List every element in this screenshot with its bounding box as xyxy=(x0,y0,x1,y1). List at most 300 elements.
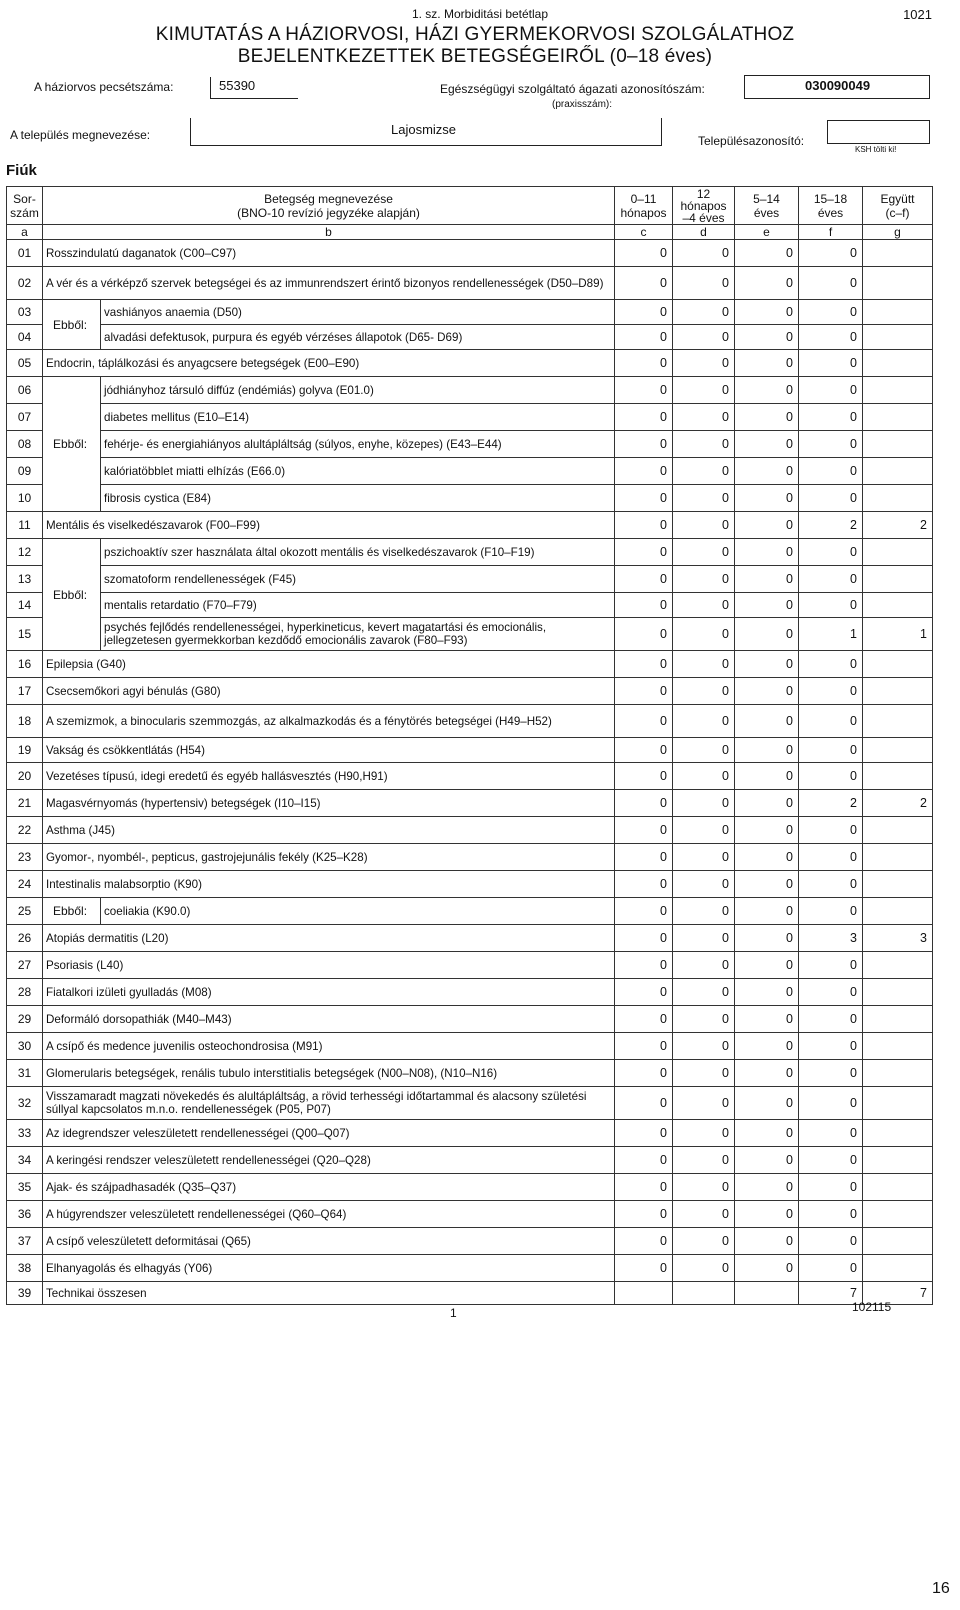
col-d-header: 12 hónapos –4 éves xyxy=(673,187,735,225)
cell-d[interactable]: 0 xyxy=(673,485,735,512)
provider-id-field[interactable] xyxy=(744,75,930,99)
cell-e[interactable]: 0 xyxy=(735,1087,799,1120)
cell-e[interactable]: 0 xyxy=(735,539,799,566)
cell-d[interactable]: 0 xyxy=(673,898,735,925)
table-row xyxy=(7,325,933,350)
table-row xyxy=(7,267,933,300)
cell-f[interactable]: 0 xyxy=(799,898,863,925)
cell-f[interactable]: 2 xyxy=(799,512,863,539)
cell-g[interactable] xyxy=(863,678,933,705)
cell-f[interactable]: 0 xyxy=(799,871,863,898)
section-title: Fiúk xyxy=(6,162,37,179)
row-disease-name: Atopiás dermatitis (L20) xyxy=(43,925,615,952)
cell-f[interactable]: 2 xyxy=(799,790,863,817)
cell-g[interactable] xyxy=(863,350,933,377)
cell-c[interactable]: 0 xyxy=(615,1006,673,1033)
cell-d[interactable]: 0 xyxy=(673,325,735,350)
row-disease-name: Endocrin, táplálkozási és anyagcsere betegségek (E00–E90) xyxy=(43,350,615,377)
cell-g[interactable] xyxy=(863,1201,933,1228)
row-disease-name: Intestinalis malabsorptio (K90) xyxy=(43,871,615,898)
cell-g[interactable] xyxy=(863,898,933,925)
table-row xyxy=(7,539,933,566)
row-disease-name: vashiányos anaemia (D50) xyxy=(101,300,615,325)
row-code: 13 xyxy=(7,566,43,593)
cell-g[interactable] xyxy=(863,377,933,404)
row-disease-name: Ajak- és szájpadhasadék (Q35–Q37) xyxy=(43,1174,615,1201)
cell-c[interactable]: 0 xyxy=(615,618,673,651)
cell-f[interactable]: 0 xyxy=(799,267,863,300)
cell-e[interactable]: 0 xyxy=(735,705,799,738)
cell-f[interactable]: 0 xyxy=(799,539,863,566)
cell-c[interactable]: 0 xyxy=(615,512,673,539)
cell-f[interactable]: 0 xyxy=(799,1120,863,1147)
cell-d[interactable]: 0 xyxy=(673,512,735,539)
cell-g[interactable]: 2 xyxy=(863,512,933,539)
provider-sublabel: (praxisszám): xyxy=(552,99,613,110)
cell-d[interactable]: 0 xyxy=(673,1006,735,1033)
ebbol-label: Ebből: xyxy=(43,539,101,651)
cell-d[interactable]: 0 xyxy=(673,790,735,817)
cell-f[interactable]: 1 xyxy=(799,618,863,651)
cell-g[interactable] xyxy=(863,566,933,593)
cell-d[interactable]: 0 xyxy=(673,1087,735,1120)
cell-g[interactable] xyxy=(863,871,933,898)
cell-g[interactable] xyxy=(863,325,933,350)
cell-f[interactable]: 0 xyxy=(799,1060,863,1087)
cell-f[interactable]: 7 xyxy=(799,1282,863,1305)
provider-id-value: 030090049 xyxy=(805,78,871,93)
cell-c[interactable]: 0 xyxy=(615,267,673,300)
cell-c[interactable]: 0 xyxy=(615,300,673,325)
cell-e[interactable]: 0 xyxy=(735,593,799,618)
cell-d[interactable]: 0 xyxy=(673,377,735,404)
settlement-id-field[interactable] xyxy=(827,120,930,144)
table-row xyxy=(7,1174,933,1201)
table-row xyxy=(7,738,933,763)
table-row xyxy=(7,1087,933,1120)
row-disease-name: Elhanyagolás és elhagyás (Y06) xyxy=(43,1255,615,1282)
cell-c[interactable]: 0 xyxy=(615,1033,673,1060)
row-code: 39 xyxy=(7,1282,43,1305)
cell-d[interactable] xyxy=(673,1282,735,1305)
cell-d[interactable]: 0 xyxy=(673,763,735,790)
col-letter-g: g xyxy=(863,225,933,240)
cell-e[interactable]: 0 xyxy=(735,404,799,431)
row-disease-name: Magasvérnyomás (hypertensiv) betegségek (I10–I15) xyxy=(43,790,615,817)
cell-c[interactable]: 0 xyxy=(615,593,673,618)
cell-e[interactable]: 0 xyxy=(735,325,799,350)
cell-g[interactable] xyxy=(863,1006,933,1033)
cell-g[interactable]: 1 xyxy=(863,618,933,651)
row-disease-name: Vezetéses típusú, idegi eredetű és egyéb hallásvesztés (H90,H91) xyxy=(43,763,615,790)
cell-f[interactable]: 0 xyxy=(799,485,863,512)
cell-g[interactable] xyxy=(863,267,933,300)
cell-e[interactable]: 0 xyxy=(735,952,799,979)
cell-e[interactable]: 0 xyxy=(735,300,799,325)
cell-c[interactable]: 0 xyxy=(615,844,673,871)
cell-d[interactable]: 0 xyxy=(673,267,735,300)
cell-g[interactable] xyxy=(863,458,933,485)
row-code: 37 xyxy=(7,1228,43,1255)
row-code: 07 xyxy=(7,404,43,431)
cell-e[interactable]: 0 xyxy=(735,1228,799,1255)
row-code: 03 xyxy=(7,300,43,325)
cell-c[interactable]: 0 xyxy=(615,678,673,705)
row-disease-name: jódhiányhoz társuló diffúz (endémiás) golyva (E01.0) xyxy=(101,377,615,404)
row-code: 06 xyxy=(7,377,43,404)
cell-g[interactable] xyxy=(863,404,933,431)
cell-g[interactable] xyxy=(863,431,933,458)
column-header-row xyxy=(7,187,933,225)
cell-d[interactable]: 0 xyxy=(673,1060,735,1087)
cell-c[interactable]: 0 xyxy=(615,404,673,431)
row-disease-name: Visszamaradt magzati növekedés és alultápláltság, a rövid terhességi időtartammal és alacsony születési súllyal kapcsolatos m.n.o. rendellenességek (P05, P07) xyxy=(43,1087,615,1120)
row-code: 36 xyxy=(7,1201,43,1228)
cell-f[interactable]: 0 xyxy=(799,738,863,763)
cell-c[interactable] xyxy=(615,1282,673,1305)
cell-e[interactable]: 0 xyxy=(735,817,799,844)
row-code: 34 xyxy=(7,1147,43,1174)
cell-f[interactable]: 0 xyxy=(799,1228,863,1255)
settlement-id-label: Településazonosító: xyxy=(698,134,805,148)
cell-f[interactable]: 0 xyxy=(799,979,863,1006)
cell-c[interactable]: 0 xyxy=(615,651,673,678)
row-disease-name: alvadási defektusok, purpura és egyéb vérzéses állapotok (D65- D69) xyxy=(101,325,615,350)
row-disease-name: fehérje- és energiahiányos alultápláltság (súlyos, enyhe, közepes) (E43–E44) xyxy=(101,431,615,458)
cell-f[interactable]: 0 xyxy=(799,1255,863,1282)
cell-d[interactable]: 0 xyxy=(673,350,735,377)
stamp-field[interactable] xyxy=(210,77,298,99)
row-disease-name: A szemizmok, a binocularis szemmozgás, az alkalmazkodás és a fénytörés betegségei (H49–H52) xyxy=(43,705,615,738)
cell-d[interactable]: 0 xyxy=(673,817,735,844)
stamp-value: 55390 xyxy=(219,78,256,93)
edge-page-number: 16 xyxy=(932,1580,950,1597)
cell-f[interactable]: 0 xyxy=(799,300,863,325)
cell-c[interactable]: 0 xyxy=(615,1255,673,1282)
cell-g[interactable] xyxy=(863,539,933,566)
table-row xyxy=(7,651,933,678)
table-row xyxy=(7,1147,933,1174)
cell-c[interactable]: 0 xyxy=(615,898,673,925)
cell-e[interactable]: 0 xyxy=(735,790,799,817)
table-row xyxy=(7,898,933,925)
cell-d[interactable]: 0 xyxy=(673,458,735,485)
cell-e[interactable]: 0 xyxy=(735,738,799,763)
table-row xyxy=(7,871,933,898)
table-row xyxy=(7,618,933,651)
row-code: 31 xyxy=(7,1060,43,1087)
cell-f[interactable]: 0 xyxy=(799,566,863,593)
cell-e[interactable]: 0 xyxy=(735,1255,799,1282)
cell-g[interactable] xyxy=(863,240,933,267)
cell-f[interactable]: 0 xyxy=(799,1201,863,1228)
cell-g[interactable]: 3 xyxy=(863,925,933,952)
cell-c[interactable]: 0 xyxy=(615,1174,673,1201)
table-row xyxy=(7,1282,933,1305)
cell-c[interactable]: 0 xyxy=(615,1087,673,1120)
row-disease-name: diabetes mellitus (E10–E14) xyxy=(101,404,615,431)
row-disease-name: A vér és a vérképző szervek betegségei és az immunrendszert érintő bizonyos rendellenességek (D50–D89) xyxy=(43,267,615,300)
cell-g[interactable] xyxy=(863,300,933,325)
cell-f[interactable]: 0 xyxy=(799,763,863,790)
cell-g[interactable] xyxy=(863,485,933,512)
cell-f[interactable]: 0 xyxy=(799,678,863,705)
cell-f[interactable]: 0 xyxy=(799,952,863,979)
table-row xyxy=(7,678,933,705)
cell-c[interactable]: 0 xyxy=(615,566,673,593)
cell-g[interactable] xyxy=(863,1147,933,1174)
cell-d[interactable]: 0 xyxy=(673,300,735,325)
cell-e[interactable]: 0 xyxy=(735,566,799,593)
cell-f[interactable]: 0 xyxy=(799,1033,863,1060)
cell-c[interactable]: 0 xyxy=(615,325,673,350)
table-row xyxy=(7,1033,933,1060)
cell-c[interactable]: 0 xyxy=(615,1060,673,1087)
row-disease-name: coeliakia (K90.0) xyxy=(101,898,615,925)
cell-f[interactable]: 0 xyxy=(799,1147,863,1174)
row-disease-name: Deformáló dorsopathiák (M40–M43) xyxy=(43,1006,615,1033)
cell-g[interactable] xyxy=(863,1120,933,1147)
row-disease-name: Fiatalkori izületi gyulladás (M08) xyxy=(43,979,615,1006)
cell-d[interactable]: 0 xyxy=(673,979,735,1006)
row-disease-name: pszichoaktív szer használata által okozott mentális és viselkedészavarok (F10–F19) xyxy=(101,539,615,566)
row-code: 18 xyxy=(7,705,43,738)
settlement-field[interactable] xyxy=(190,118,662,146)
cell-c[interactable]: 0 xyxy=(615,350,673,377)
cell-e[interactable]: 0 xyxy=(735,377,799,404)
table-row xyxy=(7,240,933,267)
cell-d[interactable]: 0 xyxy=(673,1147,735,1174)
cell-c[interactable]: 0 xyxy=(615,705,673,738)
cell-f[interactable]: 0 xyxy=(799,350,863,377)
cell-c[interactable]: 0 xyxy=(615,1201,673,1228)
cell-c[interactable]: 0 xyxy=(615,763,673,790)
table-row xyxy=(7,431,933,458)
cell-f[interactable]: 0 xyxy=(799,1087,863,1120)
cell-d[interactable]: 0 xyxy=(673,1174,735,1201)
cell-c[interactable]: 0 xyxy=(615,790,673,817)
cell-e[interactable]: 0 xyxy=(735,240,799,267)
cell-g[interactable] xyxy=(863,952,933,979)
row-disease-name: fibrosis cystica (E84) xyxy=(101,485,615,512)
row-disease-name: mentalis retardatio (F70–F79) xyxy=(101,593,615,618)
cell-d[interactable]: 0 xyxy=(673,566,735,593)
row-disease-name: A csípő veleszületett deformitásai (Q65) xyxy=(43,1228,615,1255)
cell-g[interactable] xyxy=(863,1060,933,1087)
cell-e[interactable]: 0 xyxy=(735,763,799,790)
row-disease-name: Vakság és csökkentlátás (H54) xyxy=(43,738,615,763)
cell-e[interactable]: 0 xyxy=(735,678,799,705)
cell-d[interactable]: 0 xyxy=(673,404,735,431)
cell-d[interactable]: 0 xyxy=(673,1033,735,1060)
cell-c[interactable]: 0 xyxy=(615,1147,673,1174)
cell-g[interactable] xyxy=(863,817,933,844)
cell-c[interactable]: 0 xyxy=(615,458,673,485)
cell-e[interactable]: 0 xyxy=(735,1174,799,1201)
cell-f[interactable]: 0 xyxy=(799,325,863,350)
cell-c[interactable]: 0 xyxy=(615,485,673,512)
cell-f[interactable]: 0 xyxy=(799,593,863,618)
cell-c[interactable]: 0 xyxy=(615,539,673,566)
cell-c[interactable]: 0 xyxy=(615,925,673,952)
cell-e[interactable]: 0 xyxy=(735,1006,799,1033)
cell-c[interactable]: 0 xyxy=(615,377,673,404)
cell-d[interactable]: 0 xyxy=(673,738,735,763)
title-line-2: BEJELENTKEZETTEK BETEGSÉGEIRŐL (0–18 éves) xyxy=(237,46,713,67)
cell-e[interactable]: 0 xyxy=(735,458,799,485)
cell-d[interactable]: 0 xyxy=(673,705,735,738)
table-row xyxy=(7,377,933,404)
row-disease-name: Psoriasis (L40) xyxy=(43,952,615,979)
cell-e[interactable]: 0 xyxy=(735,618,799,651)
cell-f[interactable]: 0 xyxy=(799,404,863,431)
cell-d[interactable]: 0 xyxy=(673,678,735,705)
cell-e[interactable] xyxy=(735,1282,799,1305)
ebbol-label: Ebből: xyxy=(43,300,101,350)
cell-d[interactable]: 0 xyxy=(673,240,735,267)
row-code: 23 xyxy=(7,844,43,871)
cell-e[interactable]: 0 xyxy=(735,350,799,377)
cell-e[interactable]: 0 xyxy=(735,1147,799,1174)
footer-page-number: 1 xyxy=(450,1306,457,1320)
cell-g[interactable]: 2 xyxy=(863,790,933,817)
row-code: 20 xyxy=(7,763,43,790)
cell-d[interactable]: 0 xyxy=(673,925,735,952)
table-row xyxy=(7,844,933,871)
row-code: 05 xyxy=(7,350,43,377)
cell-e[interactable]: 0 xyxy=(735,512,799,539)
cell-f[interactable]: 0 xyxy=(799,458,863,485)
cell-g[interactable] xyxy=(863,763,933,790)
cell-f[interactable]: 0 xyxy=(799,431,863,458)
cell-c[interactable]: 0 xyxy=(615,431,673,458)
cell-e[interactable]: 0 xyxy=(735,1201,799,1228)
table-row xyxy=(7,763,933,790)
cell-d[interactable]: 0 xyxy=(673,1120,735,1147)
cell-g[interactable] xyxy=(863,979,933,1006)
table-row xyxy=(7,350,933,377)
row-code: 38 xyxy=(7,1255,43,1282)
cell-c[interactable]: 0 xyxy=(615,952,673,979)
col-f-header: 15–18 éves xyxy=(799,187,863,225)
cell-d[interactable]: 0 xyxy=(673,1228,735,1255)
cell-g[interactable] xyxy=(863,1255,933,1282)
provider-label: Egészségügyi szolgáltató ágazati azonosítószám: xyxy=(440,82,705,96)
cell-f[interactable]: 0 xyxy=(799,817,863,844)
cell-e[interactable]: 0 xyxy=(735,485,799,512)
cell-d[interactable]: 0 xyxy=(673,651,735,678)
table-row xyxy=(7,705,933,738)
cell-c[interactable]: 0 xyxy=(615,979,673,1006)
col-letter-e: e xyxy=(735,225,799,240)
cell-g[interactable] xyxy=(863,593,933,618)
row-disease-name: Asthma (J45) xyxy=(43,817,615,844)
table-row xyxy=(7,1120,933,1147)
cell-f[interactable]: 0 xyxy=(799,651,863,678)
ksh-note: KSH tölti ki! xyxy=(855,145,897,154)
row-disease-name: Rosszindulatú daganatok (C00–C97) xyxy=(43,240,615,267)
cell-e[interactable]: 0 xyxy=(735,1033,799,1060)
cell-d[interactable]: 0 xyxy=(673,618,735,651)
cell-c[interactable]: 0 xyxy=(615,738,673,763)
cell-e[interactable]: 0 xyxy=(735,431,799,458)
row-code: 19 xyxy=(7,738,43,763)
row-code: 29 xyxy=(7,1006,43,1033)
table-row xyxy=(7,593,933,618)
row-code: 14 xyxy=(7,593,43,618)
cell-d[interactable]: 0 xyxy=(673,1255,735,1282)
cell-g[interactable] xyxy=(863,705,933,738)
row-code: 33 xyxy=(7,1120,43,1147)
col-letter-f: f xyxy=(799,225,863,240)
cell-d[interactable]: 0 xyxy=(673,952,735,979)
cell-f[interactable]: 0 xyxy=(799,1174,863,1201)
row-disease-name: A keringési rendszer veleszületett rendellenességei (Q20–Q28) xyxy=(43,1147,615,1174)
row-code: 17 xyxy=(7,678,43,705)
cell-e[interactable]: 0 xyxy=(735,1120,799,1147)
cell-g[interactable] xyxy=(863,1087,933,1120)
col-g-header: Együtt (c–f) xyxy=(863,187,933,225)
cell-d[interactable]: 0 xyxy=(673,593,735,618)
row-code: 25 xyxy=(7,898,43,925)
cell-c[interactable]: 0 xyxy=(615,240,673,267)
cell-g[interactable] xyxy=(863,651,933,678)
cell-e[interactable]: 0 xyxy=(735,979,799,1006)
cell-g[interactable] xyxy=(863,738,933,763)
cell-e[interactable]: 0 xyxy=(735,925,799,952)
cell-g[interactable] xyxy=(863,844,933,871)
cell-g[interactable] xyxy=(863,1174,933,1201)
cell-e[interactable]: 0 xyxy=(735,898,799,925)
col-b-header: Betegség megnevezése (BNO-10 revízió jegyzéke alapján) xyxy=(43,187,615,225)
cell-g[interactable] xyxy=(863,1033,933,1060)
stamp-label: A háziorvos pecsétszáma: xyxy=(34,80,174,94)
sheet-line: 1. sz. Morbiditási betétlap xyxy=(411,7,549,21)
cell-g[interactable] xyxy=(863,1228,933,1255)
cell-c[interactable]: 0 xyxy=(615,871,673,898)
cell-f[interactable]: 0 xyxy=(799,705,863,738)
cell-e[interactable]: 0 xyxy=(735,844,799,871)
cell-e[interactable]: 0 xyxy=(735,1060,799,1087)
cell-e[interactable]: 0 xyxy=(735,267,799,300)
cell-d[interactable]: 0 xyxy=(673,844,735,871)
row-code: 11 xyxy=(7,512,43,539)
cell-e[interactable]: 0 xyxy=(735,651,799,678)
cell-c[interactable]: 0 xyxy=(615,817,673,844)
cell-g[interactable]: 7 xyxy=(863,1282,933,1305)
cell-c[interactable]: 0 xyxy=(615,1228,673,1255)
settlement-label: A település megnevezése: xyxy=(10,128,151,142)
cell-d[interactable]: 0 xyxy=(673,1201,735,1228)
cell-f[interactable]: 3 xyxy=(799,925,863,952)
cell-d[interactable]: 0 xyxy=(673,871,735,898)
table-row xyxy=(7,485,933,512)
cell-f[interactable]: 0 xyxy=(799,1006,863,1033)
row-code: 09 xyxy=(7,458,43,485)
cell-d[interactable]: 0 xyxy=(673,431,735,458)
col-letter-c: c xyxy=(615,225,673,240)
table-row xyxy=(7,817,933,844)
row-code: 35 xyxy=(7,1174,43,1201)
cell-c[interactable]: 0 xyxy=(615,1120,673,1147)
row-code: 10 xyxy=(7,485,43,512)
cell-d[interactable]: 0 xyxy=(673,539,735,566)
cell-f[interactable]: 0 xyxy=(799,240,863,267)
row-disease-name: A húgyrendszer veleszületett rendellenességei (Q60–Q64) xyxy=(43,1201,615,1228)
cell-e[interactable]: 0 xyxy=(735,871,799,898)
cell-f[interactable]: 0 xyxy=(799,844,863,871)
cell-f[interactable]: 0 xyxy=(799,377,863,404)
